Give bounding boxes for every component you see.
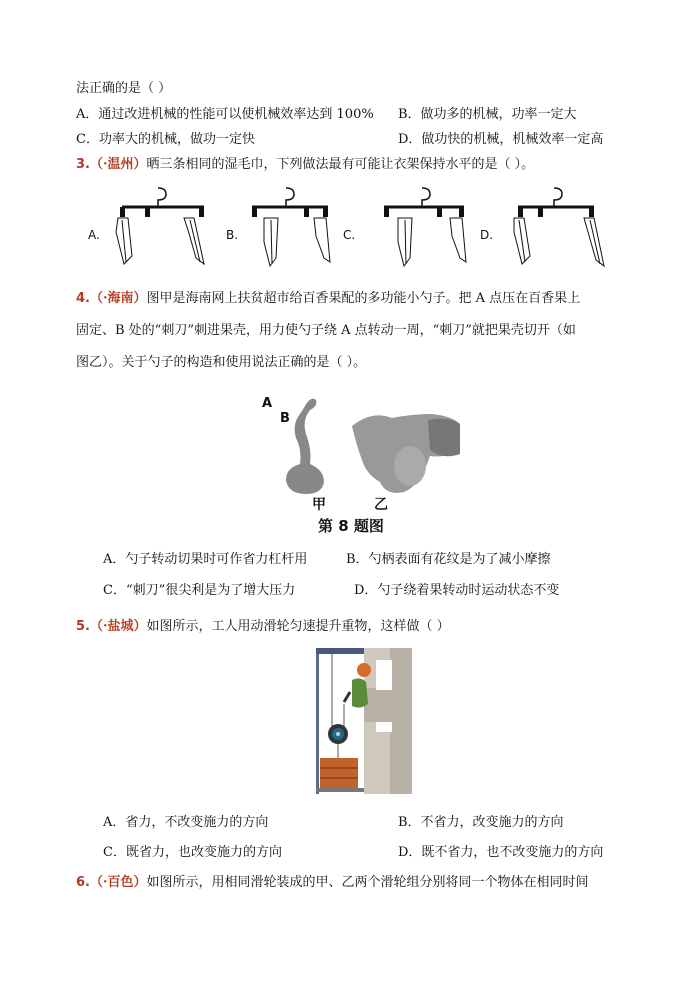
q3-label-d: D. — [480, 228, 494, 242]
q5-option-a: A．省力，不改变施力的方向 — [103, 815, 269, 830]
hanger-figure-b — [244, 186, 334, 272]
q4-number: 4. — [76, 291, 90, 306]
q6-stem — [76, 874, 589, 892]
pulley-figure — [314, 644, 416, 796]
q3-stem-text: 晒三条相同的湿毛巾，下列做法最有可能让衣架保持水平的是（ ）。 — [146, 157, 535, 172]
spoon-point-label-a: A — [262, 396, 273, 411]
spoon-sub-label-yi: 乙 — [374, 497, 388, 513]
spoon-sub-label-jia: 甲 — [312, 497, 326, 513]
q5-option-d: D．既不省力，也不改变施力的方向 — [398, 845, 604, 860]
q5-stem-text: 如图所示，工人用动滑轮匀速提升重物，这样做（ ） — [146, 619, 450, 634]
q2-option-b: B．做功多的机械，功率一定大 — [398, 107, 577, 122]
q4-stem-text-1: 图甲是海南网上扶贫超市给百香果配的多功能小勺子。把 A 点压在百香果上 — [146, 291, 581, 306]
q6-number: 6. — [76, 875, 90, 890]
q5-source: （·盐城） — [89, 619, 147, 634]
q5-option-b: B．不省力，改变施力的方向 — [398, 815, 564, 830]
q4-stem-line-1 — [76, 290, 580, 308]
q3-source: （·温州） — [89, 157, 147, 172]
q3-stem — [76, 156, 534, 174]
hanger-figure-a — [108, 186, 208, 272]
hanger-figure-c — [380, 186, 470, 272]
q3-number: 3. — [76, 157, 90, 172]
q6-stem-text: 如图所示，用相同滑轮装成的甲、乙两个滑轮组分别将同一个物体在相同时间 — [146, 875, 589, 890]
q5-stem — [76, 618, 450, 636]
q5-number: 5. — [76, 619, 90, 634]
q5-option-c: C．既省力，也改变施力的方向 — [103, 845, 282, 860]
spoon-figure-caption: 第 8 题图 — [318, 517, 384, 535]
q4-option-c: C．“刺刀”很尖利是为了增大压力 — [103, 583, 296, 598]
hanger-figure-d — [510, 186, 610, 272]
q4-stem-line-3: 图乙）。关于勺子的构造和使用说法正确的是（ ）。 — [76, 355, 367, 370]
q6-source: （·百色） — [89, 875, 147, 890]
q2-option-d: D．做功快的机械，机械效率一定高 — [398, 132, 604, 147]
q3-label-c: C. — [343, 228, 356, 242]
spoon-figure — [262, 392, 462, 496]
q4-source: （·海南） — [89, 291, 147, 306]
q4-stem-line-2: 固定、B 处的“刺刀”刺进果壳，用力使勺子绕 A 点转动一周，“刺刀”就把果壳切开（如 — [76, 323, 576, 338]
q4-option-a: A．勺子转动切果时可作省力杠杆用 — [103, 552, 308, 567]
q3-label-b: B. — [226, 228, 239, 242]
spoon-point-label-b: B — [280, 411, 290, 426]
q2-stem-tail: 法正确的是（ ） — [76, 81, 172, 96]
q3-label-a: A. — [88, 228, 100, 242]
q2-option-c: C．功率大的机械，做功一定快 — [76, 132, 255, 147]
q2-option-a: A．通过改进机械的性能可以使机械效率达到 100% — [76, 107, 374, 122]
q4-option-d: D．勺子绕着果转动时运动状态不变 — [354, 583, 560, 598]
q4-option-b: B．勺柄表面有花纹是为了减小摩擦 — [346, 552, 551, 567]
